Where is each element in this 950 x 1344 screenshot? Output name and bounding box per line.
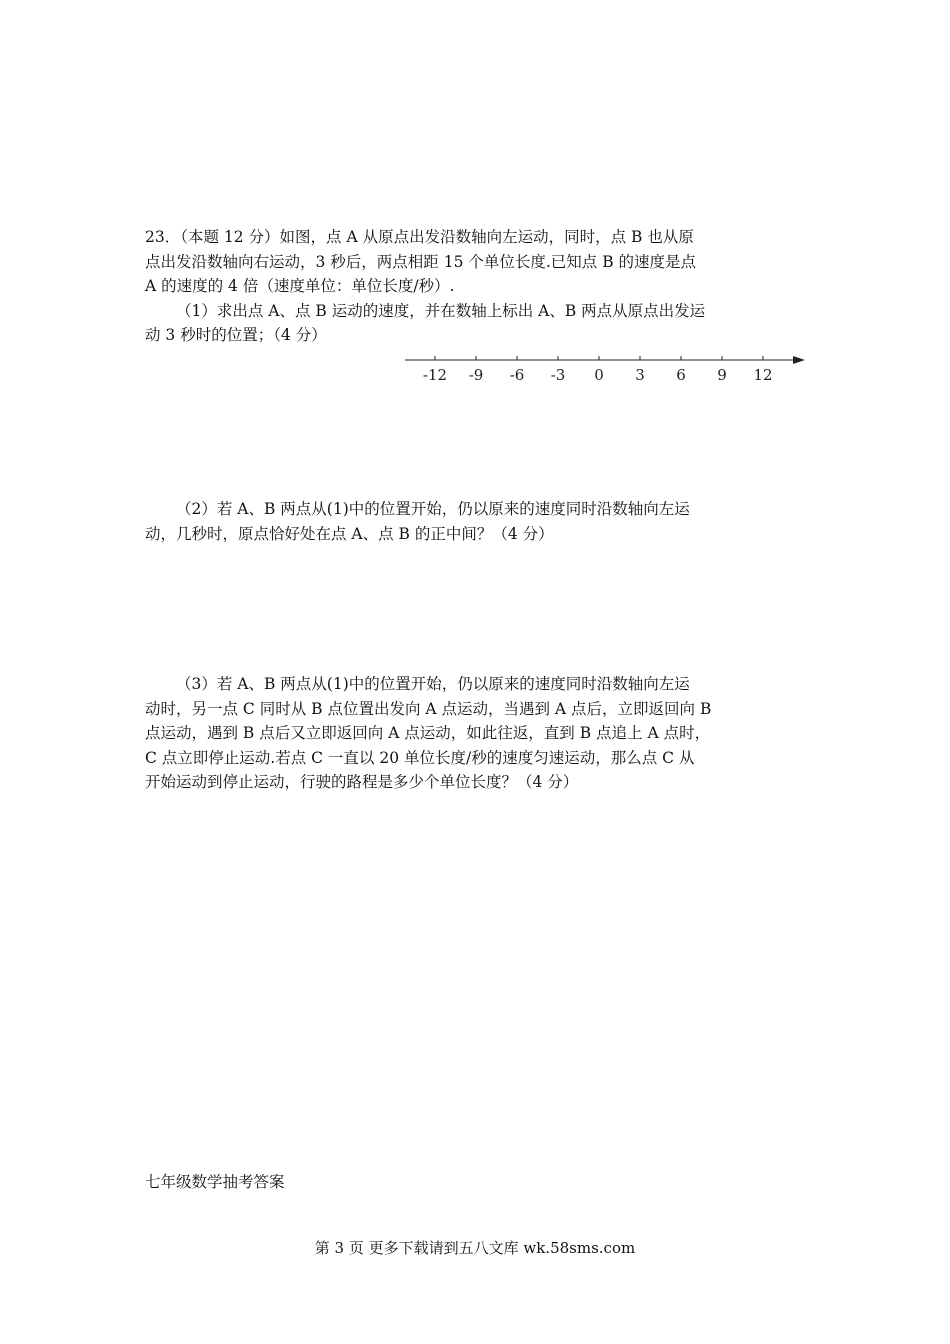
page-footer: 第 3 页 更多下载请到五八文库 wk.58sms.com [314, 1239, 636, 1257]
text-line: 动 3 秒时的位置；（4 分） [145, 326, 327, 344]
question-part2 [145, 497, 810, 546]
tick-label: -12 [422, 366, 448, 384]
text-line: 开始运动到停止运动，行驶的路程是多少个单位长度？（4 分） [145, 773, 579, 791]
tick-label: -9 [468, 366, 484, 384]
tick-label: -6 [509, 366, 525, 384]
tick-label: 3 [635, 366, 645, 384]
tick-label: 9 [717, 366, 727, 384]
text-line: A 的速度的 4 倍（速度单位：单位长度/秒）. [145, 277, 455, 295]
text-line: C 点立即停止运动.若点 C 一直以 20 单位长度/秒的速度匀速运动，那么点 C 从 [145, 748, 695, 767]
text-line: 点出发沿数轴向右运动，3 秒后，两点相距 15 个单位长度.已知点 B 的速度是点 [145, 252, 697, 271]
text-line: （1）求出点 A、点 B 运动的速度，并在数轴上标出 A、B 两点从原点出发运 [176, 301, 706, 320]
text-line: 23．（本题 12 分）如图，点 A 从原点出发沿数轴向左运动，同时，点 B 也从原 [145, 228, 694, 246]
text-line: 动，几秒时，原点恰好处在点 A、点 B 的正中间？（4 分） [145, 524, 554, 543]
tick-label: 12 [753, 366, 773, 384]
text-line: （3）若 A、B 两点从(1)中的位置开始，仍以原来的速度同时沿数轴向左运 [176, 675, 690, 693]
text-line: （2）若 A、B 两点从(1)中的位置开始，仍以原来的速度同时沿数轴向左运 [176, 500, 690, 518]
answer-heading: 七年级数学抽考答案 [145, 1173, 285, 1191]
tick-label: 6 [676, 366, 686, 384]
tick-label: -3 [550, 366, 566, 384]
arrow-icon [793, 356, 805, 364]
text-line: 动时，另一点 C 同时从 B 点位置出发向 A 点运动，当遇到 A 点后，立即返回向 B [145, 699, 712, 718]
question-intro [145, 225, 810, 348]
text-line: 点运动，遇到 B 点后又立即返回向 A 点运动，如此往返，直到 B 点追上 A 点时， [145, 724, 711, 742]
tick-label: 0 [594, 366, 604, 384]
number-line [400, 345, 810, 390]
question-part3 [145, 672, 810, 795]
